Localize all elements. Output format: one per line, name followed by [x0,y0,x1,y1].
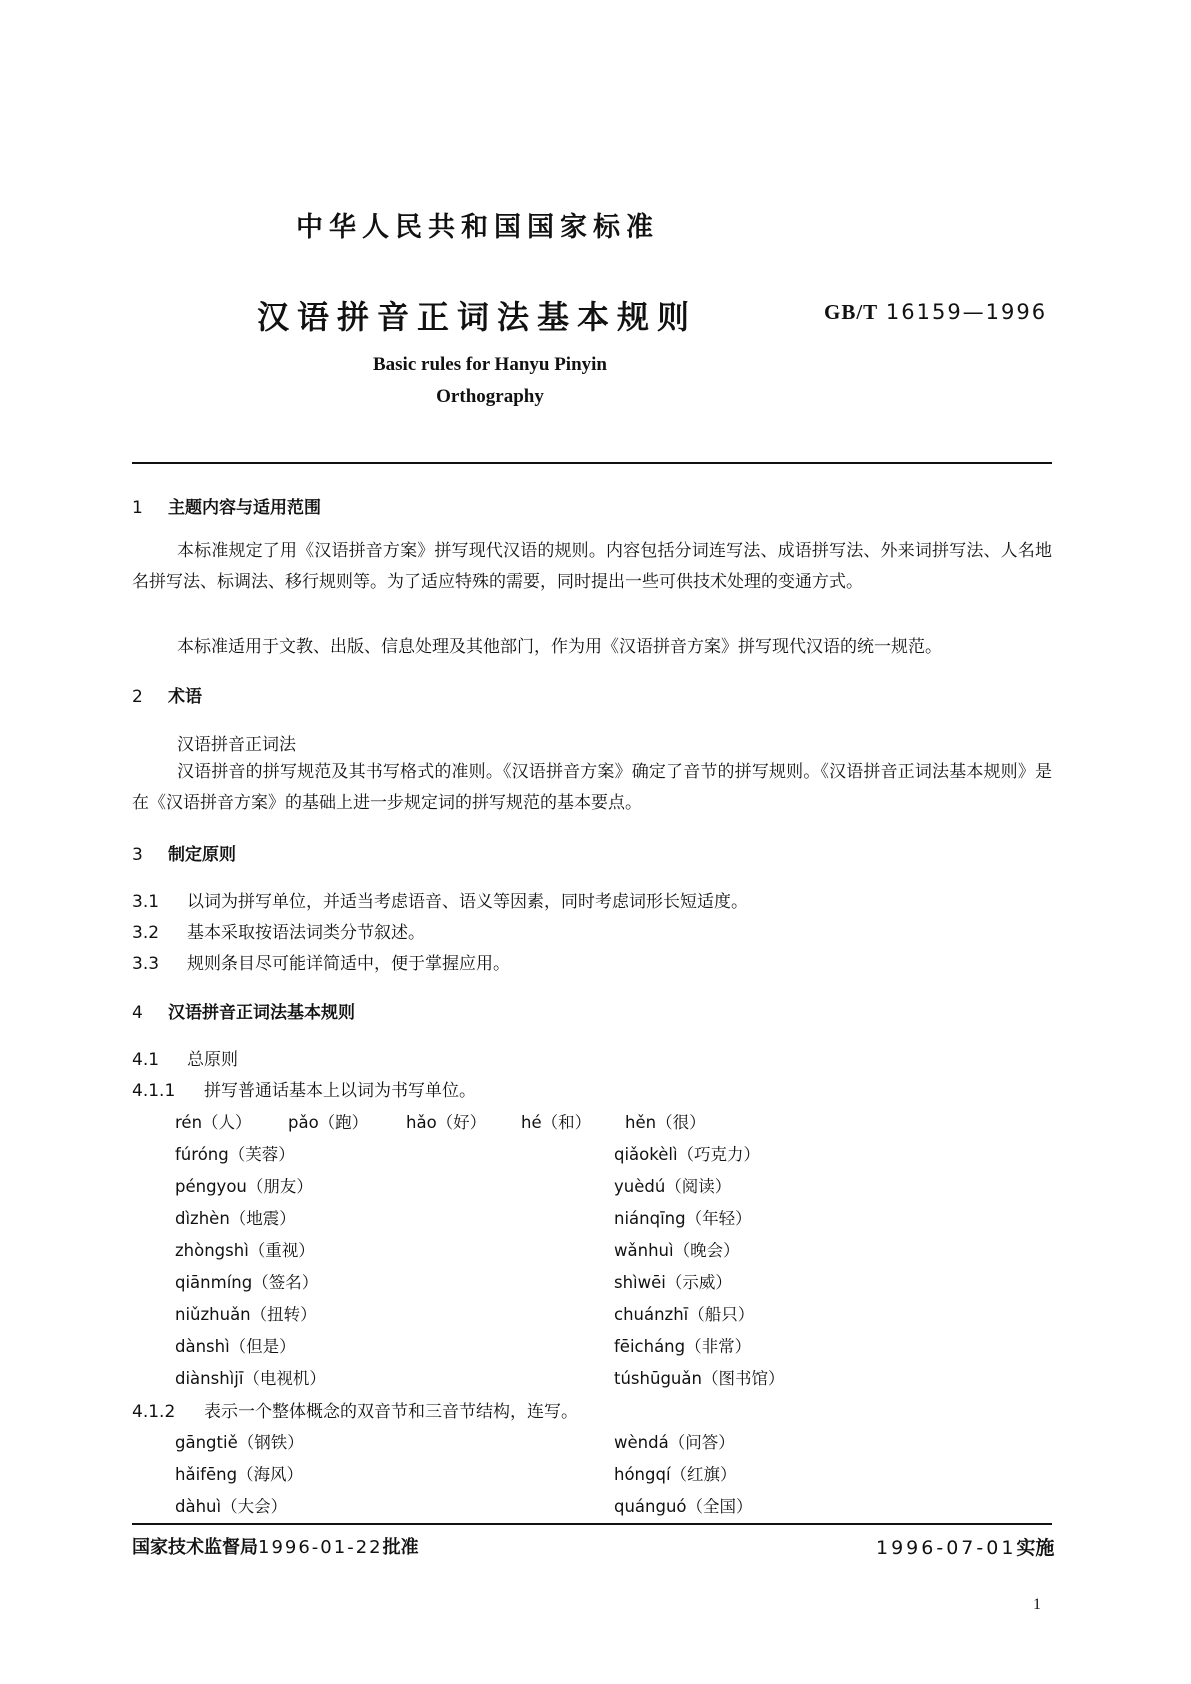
english-title-line-1: Basic rules for Hanyu Pinyin [372,354,607,375]
section-3-title: 制定原则 [168,845,236,865]
page-number: 1 [1033,1596,1041,1613]
example-item: túshūguǎn（图书馆） [614,1369,785,1388]
implementation-line [876,1533,1054,1560]
example-item: hǎo（好） [406,1113,487,1132]
approval-label: 批准 [382,1537,419,1558]
footer-rule [132,1523,1052,1525]
example-item: fēicháng（非常） [614,1337,752,1356]
standard-code: 16159—1996 [885,300,1048,324]
section-1-number: 1 [132,498,143,518]
rule-3-2-number: 3.2 [132,923,160,943]
rule-4-1-2 [132,1397,578,1422]
example-item: niánqīng（年轻） [614,1209,752,1228]
approval-date: 1996-01-22 [258,1537,383,1558]
section-1-paragraph-1: 本标准规定了用《汉语拼音方案》拼写现代汉语的规则。内容包括分词连写法、成语拼写法、外来词拼写法、人名地名拼写法、标调法、移行规则等。为了适应特殊的需要，同时提出一些可供技术处理的变通方式。 [132,541,1052,592]
example-item: gāngtiě（钢铁） [175,1433,304,1452]
rule-3-2-text: 基本采取按语法词类分节叙述。 [187,923,425,943]
section-4-number: 4 [132,1003,143,1023]
section-3-number: 3 [132,845,143,865]
rule-3-2 [132,918,425,943]
rule-4-1-1 [132,1076,476,1101]
example-item: dànshì（但是） [175,1337,296,1356]
example-item: dàhuì（大会） [175,1497,288,1516]
rule-4-1-2-text: 表示一个整体概念的双音节和三音节结构，连写。 [204,1402,578,1422]
section-2-heading [132,682,202,707]
example-item: dìzhèn（地震） [175,1209,296,1228]
example-item: shìwēi（示威） [614,1273,732,1292]
example-item: zhòngshì（重视） [175,1241,315,1260]
subsection-4-1-number: 4.1 [132,1050,160,1070]
rule-3-3-number: 3.3 [132,954,160,974]
implementation-label: 实施 [1016,1537,1055,1559]
header-rule [132,462,1052,464]
example-item: hé（和） [521,1113,592,1132]
rule-3-1-text: 以词为拼写单位，并适当考虑语音、语义等因素，同时考虑词形长短适度。 [187,892,748,912]
example-item: quánguó（全国） [614,1497,753,1516]
section-1-paragraph-2: 本标准适用于文教、出版、信息处理及其他部门，作为用《汉语拼音方案》拼写现代汉语的统一规范。 [177,637,942,657]
implementation-date: 1996-07-01 [876,1537,1017,1559]
section-2-title: 术语 [168,687,202,707]
example-item: hǎifēng（海风） [175,1465,304,1484]
example-item: chuánzhī（船只） [614,1305,755,1324]
rule-4-1-2-number: 4.1.2 [132,1402,176,1422]
section-4-heading [132,998,355,1023]
rule-3-1 [132,887,748,912]
standard-prefix: GB/T [824,300,879,324]
term-definition: 汉语拼音的拼写规范及其书写格式的准则。《汉语拼音方案》确定了音节的拼写规则。《汉语拼音正词法基本规则》是在《汉语拼音方案》的基础上进一步规定词的拼写规范的基本要点。 [132,762,1052,813]
english-title-line-2: Orthography [436,386,544,407]
document-title: 汉语拼音正词法基本规则 [257,298,698,336]
standard-number [824,300,1047,325]
example-item: pǎo（跑） [288,1113,369,1132]
example-item: fúróng（芙蓉） [175,1145,295,1164]
approval-line [132,1533,419,1559]
example-item: niǔzhuǎn（扭转） [175,1305,317,1324]
section-2-number: 2 [132,687,143,707]
example-item: wǎnhuì（晚会） [614,1241,740,1260]
section-3-heading [132,840,236,865]
example-item: qiǎokèlì（巧克力） [614,1145,761,1164]
rule-4-1-1-text: 拼写普通话基本上以词为书写单位。 [204,1081,476,1101]
section-1-title: 主题内容与适用范围 [168,498,321,518]
rule-4-1-1-number: 4.1.1 [132,1081,176,1101]
example-item: qiānmíng（签名） [175,1273,319,1292]
subsection-4-1-title: 总原则 [187,1050,238,1070]
national-standard-label: 中华人民共和国国家标准 [296,212,659,243]
example-item: wèndá（问答） [614,1433,735,1452]
section-1-heading [132,493,321,518]
rule-3-3 [132,949,510,974]
example-item: rén（人） [175,1113,252,1132]
subsection-4-1 [132,1045,238,1070]
example-item: péngyou（朋友） [175,1177,313,1196]
example-item: hěn（很） [625,1113,706,1132]
example-item: yuèdú（阅读） [614,1177,732,1196]
issuer: 国家技术监督局 [132,1537,258,1558]
rule-3-1-number: 3.1 [132,892,160,912]
section-4-title: 汉语拼音正词法基本规则 [168,1003,355,1023]
rule-3-3-text: 规则条目尽可能详简适中，便于掌握应用。 [187,954,510,974]
example-item: hóngqí（红旗） [614,1465,737,1484]
example-item: diànshìjī（电视机） [175,1369,326,1388]
term-label: 汉语拼音正词法 [177,735,296,755]
